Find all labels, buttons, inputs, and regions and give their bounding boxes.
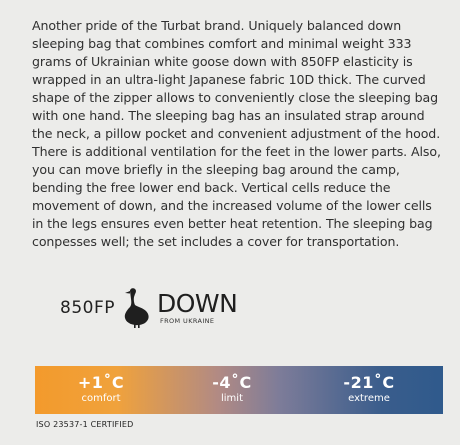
- iso-certification: ISO 23537-1 CERTIFIED: [36, 420, 134, 429]
- product-description: Another pride of the Turbat brand. Uniquely balanced down sleeping bag that combines comfort and minimal weight 333 grams of Ukrainian white goose down with 850FP elasticity is wrapped in an ultra-light Japanese fabric 10D thick. The curved shape of the zipper allows to conveniently close the sleeping bag with one hand. The sleeping bag has an insulated strap around the neck, a pillow pocket and convenient adjustment of the hood. There is additional ventilation for the feet in the lower parts. Also, you can move briefly in the sleeping bag around the camp, bending the free lower end back. Vertical cells reduce the movement of down, and the increased volume of the lower cells in the legs ensures even better heat retention. The sleeping bag conpesses well; the set includes a cover for transportation.: [32, 18, 441, 249]
- temp-extreme-label: extreme: [348, 393, 390, 404]
- temp-limit-label: limit: [221, 393, 243, 404]
- down-wordmark: [157, 291, 237, 325]
- temperature-rating-bar: [35, 366, 443, 414]
- temp-extreme: [319, 373, 419, 404]
- temp-limit-value: -4˚C: [212, 373, 252, 392]
- temp-comfort-value: +1˚C: [77, 373, 125, 392]
- down-badge: [60, 285, 237, 331]
- goose-icon: [121, 287, 151, 329]
- temp-extreme-value: -21˚C: [343, 373, 395, 392]
- temp-comfort: [51, 373, 151, 404]
- down-origin: FROM UKRAINE: [159, 317, 215, 326]
- temp-comfort-label: comfort: [81, 393, 121, 404]
- temp-limit: [182, 373, 282, 404]
- fill-power-label: 850FP: [60, 298, 115, 318]
- down-title: DOWN: [156, 289, 238, 319]
